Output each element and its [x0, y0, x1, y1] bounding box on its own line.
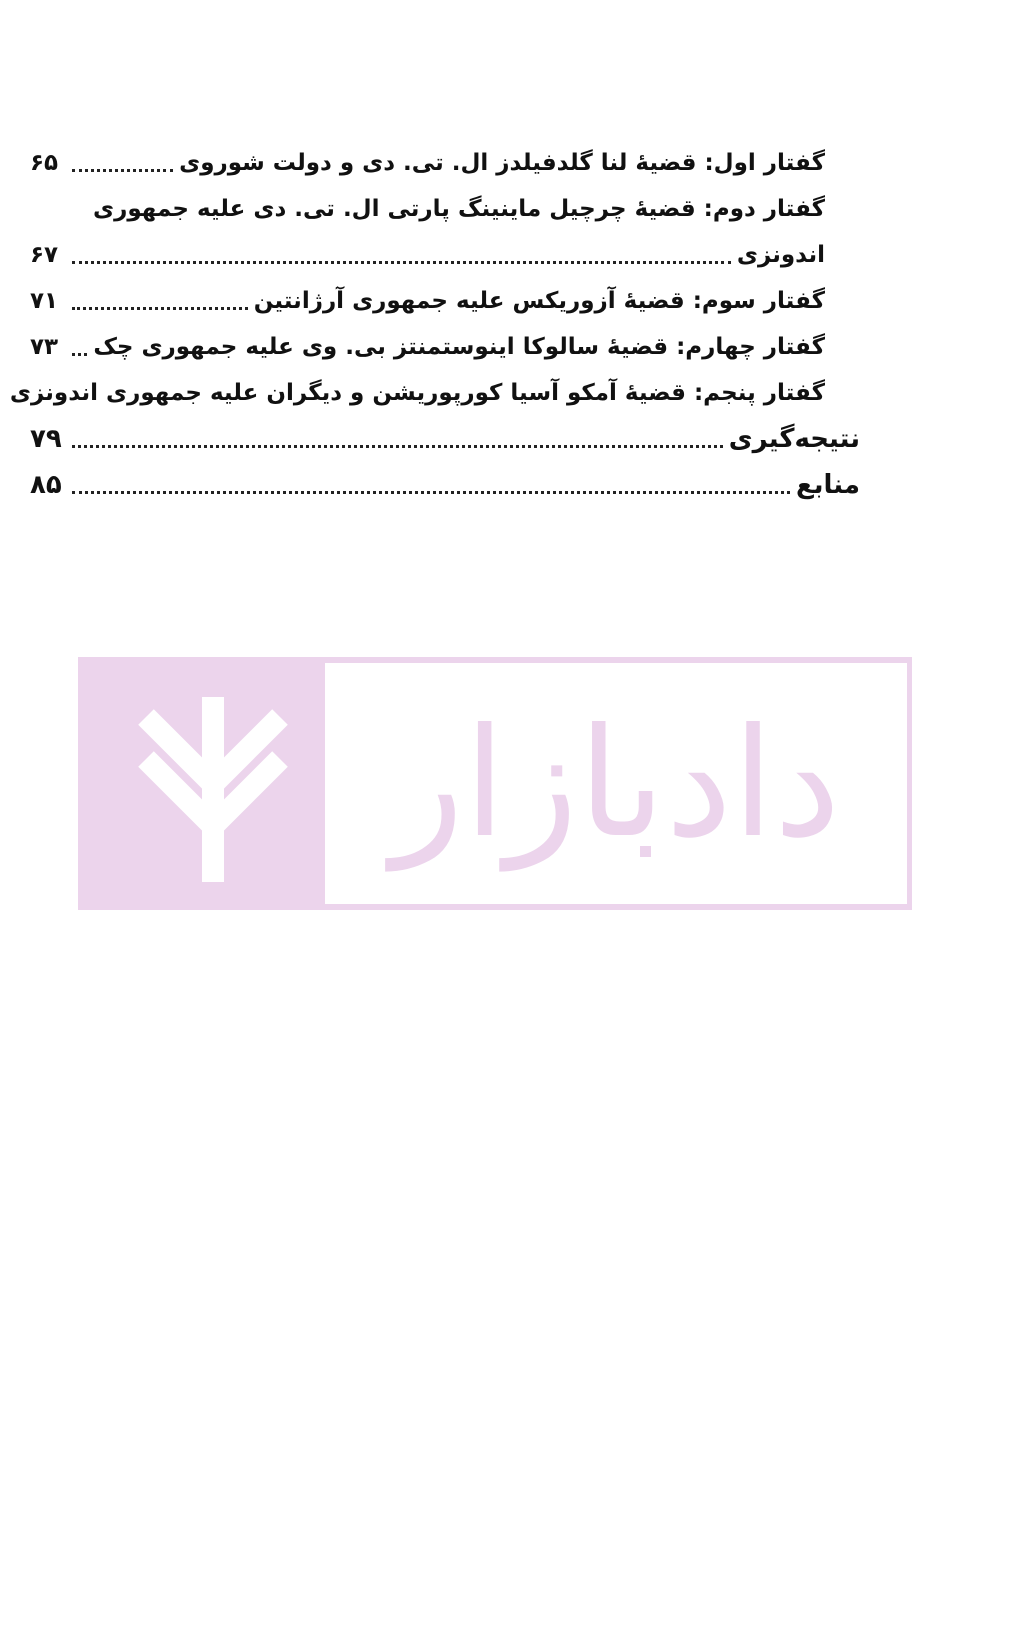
toc-entry-page: ۷۳: [30, 334, 59, 360]
toc-entry-title: نتیجه‌گیری: [728, 424, 860, 454]
toc-entry-3[interactable]: [30, 278, 860, 324]
tree-logo-icon: [138, 697, 288, 882]
dot-leader: [72, 307, 248, 310]
toc-entry-5[interactable]: [9, 370, 860, 416]
watermark-logotype: دادبازار: [391, 696, 841, 871]
dot-leader: [72, 353, 87, 356]
dot-leader: [72, 445, 723, 448]
toc-entry-title: گفتار چهارم: قضیۀ سالوکا اینوستمنتز بی. وی علیه جمهوری چک: [93, 334, 825, 360]
toc-entry-conclusion[interactable]: [30, 416, 860, 462]
toc-entry-page: ۸۵: [30, 470, 62, 500]
toc-entry-title: گفتار پنجم: قضیۀ آمکو آسیا کورپوریشن و دیگران علیه جمهوری اندونزی: [9, 380, 825, 406]
watermark-banner: [78, 657, 912, 910]
toc-entry-title: گفتار سوم: قضیۀ آزوریکس علیه جمهوری آرژانتین: [253, 288, 825, 314]
toc-entry-title: گفتار اول: قضیۀ لنا گلدفیلدز ال. تی. دی و دولت شوروی: [179, 150, 825, 176]
toc-entry-page: ۷۱: [30, 288, 59, 314]
toc-entry-2-continuation[interactable]: [30, 232, 860, 278]
dot-leader: [72, 261, 731, 264]
watermark-panel: [325, 663, 907, 904]
toc-entry-title: اندونزی: [736, 242, 825, 268]
toc-entry-page: ۶۷: [30, 242, 59, 268]
toc-entry-2[interactable]: [30, 186, 860, 232]
toc-entry-references[interactable]: [30, 462, 860, 508]
toc-entry-page: ۶۵: [30, 150, 59, 176]
dot-leader: [72, 491, 790, 494]
dot-leader: [72, 169, 173, 172]
toc-entry-1[interactable]: [30, 140, 860, 186]
toc-entry-4[interactable]: [30, 324, 860, 370]
toc-entry-page: ۷۹: [30, 424, 62, 454]
table-of-contents: [9, 140, 860, 508]
toc-entry-title: گفتار دوم: قضیۀ چرچیل ماینینگ پارتی ال. تی. دی علیه جمهوری: [93, 196, 825, 222]
toc-entry-title: منابع: [796, 470, 860, 500]
